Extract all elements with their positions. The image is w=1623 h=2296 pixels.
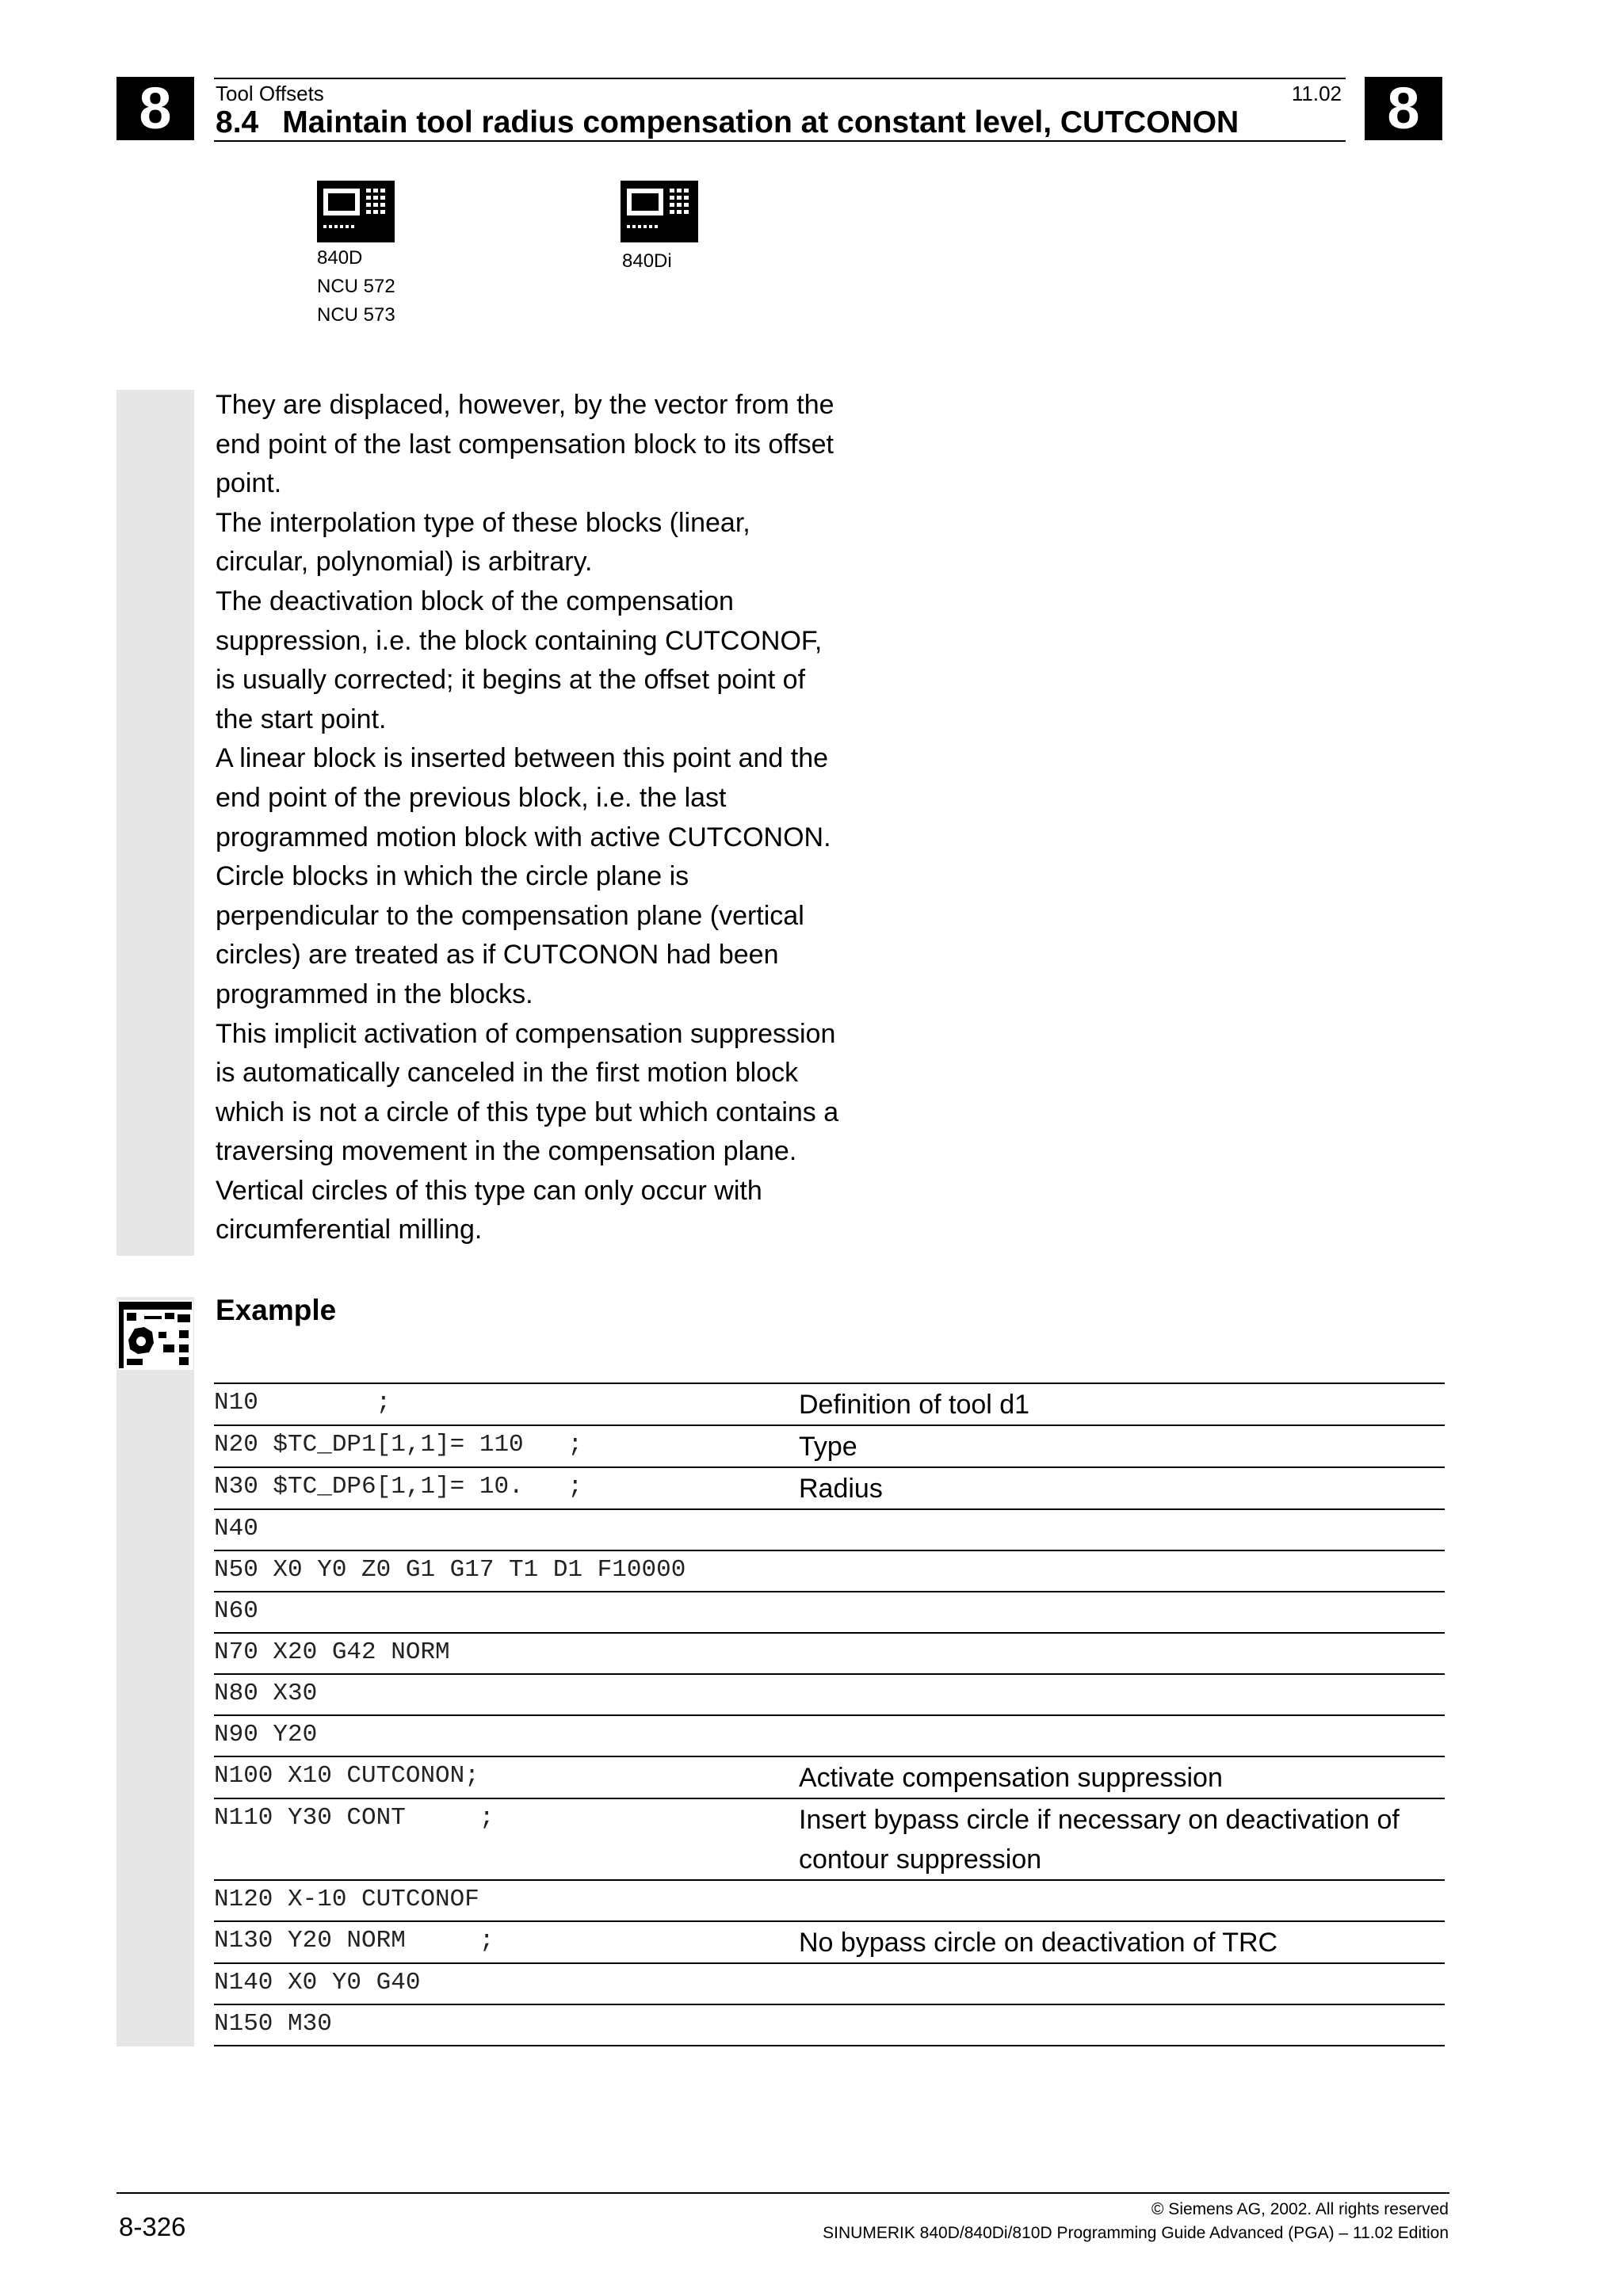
page-number: 8-326: [119, 2212, 186, 2241]
code-cell: N80 X30: [214, 1680, 318, 1707]
body-line: Vertical circles of this type can only occur with: [216, 1175, 762, 1206]
body-line: is automatically canceled in the first motion block: [216, 1058, 799, 1089]
controller-labels-840d: [317, 244, 395, 330]
comment-cell: Definition of tool d1: [799, 1390, 1030, 1420]
comment-cell: Radius: [799, 1474, 883, 1504]
table-row: [214, 1964, 1445, 2005]
table-row: [214, 1510, 1445, 1551]
copyright: © Siemens AG, 2002. All rights reserved: [1151, 2200, 1449, 2218]
table-row: [214, 1468, 1445, 1510]
header-bottom-rule: [214, 140, 1346, 142]
control-label: 840Di: [622, 250, 672, 272]
margin-bar: [116, 390, 194, 1256]
comment-cell: Activate compensation suppression: [799, 1763, 1223, 1793]
section-number: 8.4: [216, 105, 259, 139]
section-title-text: Maintain tool radius compensation at constant level, CUTCONON: [282, 105, 1239, 139]
code-cell: N140 X0 Y0 G40: [214, 1969, 421, 1997]
body-line: circular, polynomial) is arbitrary.: [216, 547, 593, 578]
body-line: the start point.: [216, 704, 387, 734]
code-cell: N30 $TC_DP6[1,1]= 10. ;: [214, 1473, 583, 1501]
table-row: [214, 2005, 1445, 2046]
body-line: is usually corrected; it begins at the offset point of: [216, 665, 806, 696]
comment-cell: [799, 1716, 1445, 1756]
code-cell: N40: [214, 1515, 258, 1543]
comment-cell: Insert bypass circle if necessary on deactivation of contour suppression: [799, 1805, 1400, 1875]
comment-cell: [799, 1510, 1445, 1550]
table-row: [214, 1634, 1445, 1675]
footer-rule: [116, 2192, 1449, 2194]
code-cell: N10 ;: [214, 1389, 391, 1417]
table-row: [214, 1922, 1445, 1964]
example-table: [214, 1383, 1445, 2046]
control-label: NCU 573: [317, 304, 395, 326]
body-line: circles) are treated as if CUTCONON had been: [216, 940, 779, 971]
table-row: [214, 1592, 1445, 1634]
body-line: Circle blocks in which the circle plane is: [216, 861, 689, 892]
table-row: [214, 1799, 1445, 1881]
body-line: perpendicular to the compensation plane (vertical: [216, 900, 804, 931]
code-cell: N150 M30: [214, 2010, 332, 2038]
table-row: [214, 1551, 1445, 1592]
body-line: suppression, i.e. the block containing CUTCONOF,: [216, 625, 823, 656]
code-cell: N120 X-10 CUTCONOF: [214, 1886, 479, 1913]
table-row: [214, 1881, 1445, 1922]
programming-example-icon: [117, 1300, 193, 1370]
control-label: NCU 572: [317, 276, 395, 297]
body-line: which is not a circle of this type but which contains a: [216, 1097, 839, 1127]
body-line: The interpolation type of these blocks (linear,: [216, 507, 750, 538]
body-line: programmed motion block with active CUTCONON.: [216, 822, 831, 852]
body-line: They are displaced, however, by the vector from the: [216, 390, 834, 420]
code-cell: N50 X0 Y0 Z0 G1 G17 T1 D1 F10000: [214, 1556, 686, 1584]
header-chapter-title: Tool Offsets: [216, 82, 324, 105]
margin-bar: [116, 1297, 194, 2046]
code-cell: N60: [214, 1597, 258, 1625]
comment-cell: [799, 2005, 1445, 2045]
code-cell: N100 X10 CUTCONON;: [214, 1762, 479, 1790]
comment-cell: No bypass circle on deactivation of TRC: [799, 1928, 1278, 1958]
comment-cell: [799, 1675, 1445, 1714]
body-line: A linear block is inserted between this point and the: [216, 743, 829, 774]
table-row: [214, 1757, 1445, 1799]
table-row: [214, 1716, 1445, 1757]
control-label: 840D: [317, 247, 363, 269]
controller-icon: [317, 181, 395, 242]
comment-cell: [799, 1964, 1445, 2004]
code-cell: N130 Y20 NORM ;: [214, 1927, 495, 1955]
code-cell: N20 $TC_DP1[1,1]= 110 ;: [214, 1431, 583, 1459]
comment-cell: [799, 1634, 1445, 1673]
comment-cell: [799, 1551, 1445, 1591]
header-date: 11.02: [1291, 82, 1342, 105]
chapter-number-left: 8: [116, 77, 194, 140]
comment-cell: [799, 1592, 1445, 1632]
body-line: end point of the last compensation block to its offset: [216, 429, 834, 460]
chapter-number-right: 8: [1365, 77, 1442, 140]
table-row: [214, 1426, 1445, 1468]
code-cell: N90 Y20: [214, 1721, 318, 1749]
header-top-rule: [214, 78, 1346, 79]
body-line: traversing movement in the compensation plane.: [216, 1136, 797, 1167]
body-line: programmed in the blocks.: [216, 978, 533, 1009]
controller-labels-840di: [622, 247, 672, 276]
comment-cell: Type: [799, 1432, 857, 1462]
comment-cell: [799, 1881, 1445, 1920]
body-line: circumferential milling.: [216, 1215, 483, 1245]
controller-icon: [621, 181, 698, 242]
body-line: The deactivation block of the compensation: [216, 585, 734, 616]
body-line: point.: [216, 468, 282, 499]
code-cell: N110 Y30 CONT ;: [214, 1804, 495, 1832]
section-title: [216, 105, 1239, 140]
table-row: [214, 1384, 1445, 1426]
document-title: SINUMERIK 840D/840Di/810D Programming Guide Advanced (PGA) – 11.02 Edition: [823, 2224, 1449, 2242]
body-line: end point of the previous block, i.e. the last: [216, 782, 727, 813]
body-text: [216, 386, 865, 1250]
body-line: This implicit activation of compensation suppression: [216, 1018, 836, 1049]
example-heading: Example: [216, 1294, 337, 1326]
code-cell: N70 X20 G42 NORM: [214, 1638, 450, 1666]
table-row: [214, 1675, 1445, 1716]
